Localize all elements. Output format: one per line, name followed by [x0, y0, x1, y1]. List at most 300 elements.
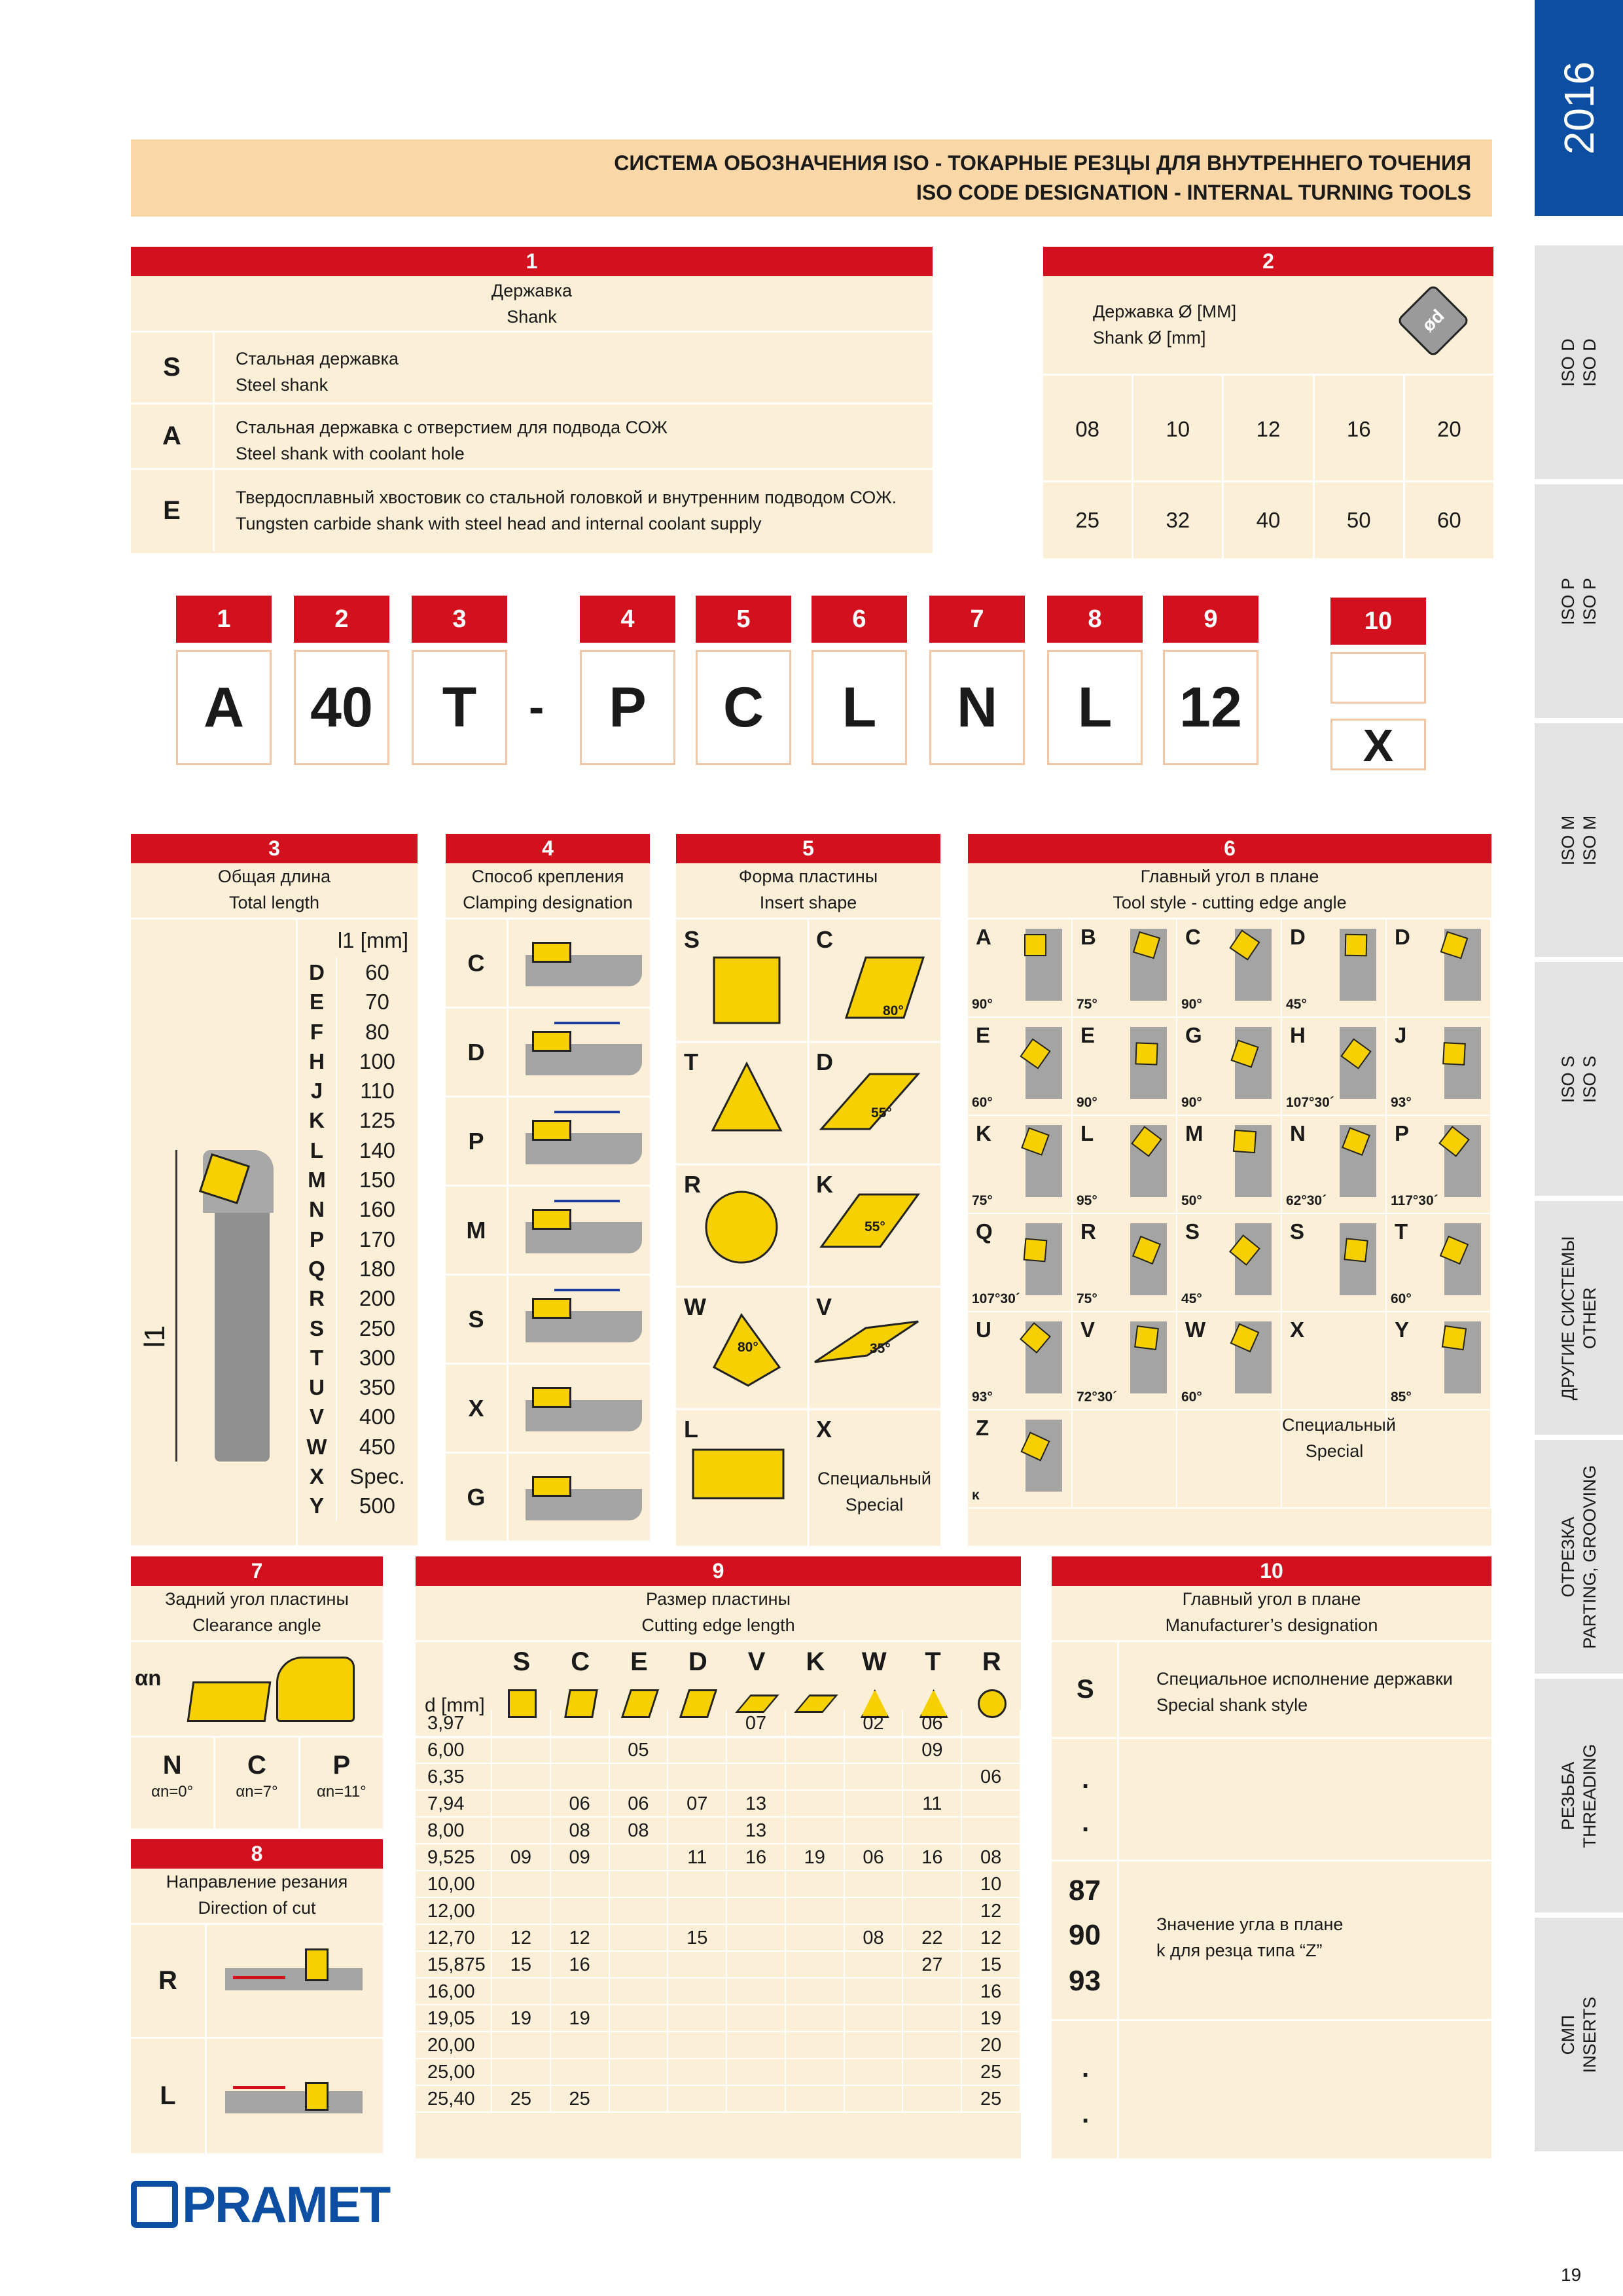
- edge-length-cell: [962, 1710, 1021, 1736]
- edge-length-cell: [610, 1871, 669, 1897]
- length-row: [298, 1254, 418, 1283]
- code-position-10: 10: [1330, 598, 1426, 645]
- panel-number: 5: [676, 834, 940, 863]
- length-value: 125: [359, 1108, 396, 1133]
- length-value: 170: [359, 1227, 396, 1251]
- edge-length-cell: 12: [962, 1925, 1021, 1950]
- edge-length-cell: [610, 1764, 669, 1789]
- tool-style-angle: 75°: [972, 1193, 993, 1208]
- edge-length-cell: [845, 1871, 904, 1897]
- tool-style-cell: [1387, 1312, 1491, 1410]
- edge-length-cell: 15: [492, 1952, 551, 1977]
- cut-direction-arrow-icon: [233, 1976, 285, 1979]
- panel-shank: [131, 247, 933, 553]
- diameter-cell: 7,94: [416, 1791, 492, 1816]
- length-code: L: [298, 1136, 337, 1165]
- length-row: [298, 987, 418, 1016]
- edge-length-cell: [786, 1764, 845, 1789]
- code-value-6: L: [812, 650, 907, 765]
- length-row: [298, 1462, 418, 1491]
- code-value-9: 12: [1163, 650, 1258, 765]
- length-code: T: [298, 1343, 337, 1372]
- diameter-cell: 9,525: [416, 1844, 492, 1870]
- edge-length-cell: [668, 1871, 727, 1897]
- tool-style-code: H: [1290, 1023, 1306, 1047]
- tool-style-cell: [968, 1312, 1073, 1410]
- diameter-cell: 25,00: [416, 2059, 492, 2085]
- edge-length-cell: [845, 1764, 904, 1789]
- edge-length-cell: [551, 1737, 610, 1763]
- edge-length-cell: [962, 1791, 1021, 1816]
- tool-style-cell: [1387, 1018, 1491, 1116]
- edge-length-cell: 25: [551, 2086, 610, 2111]
- clamping-diagram-icon: [508, 1365, 650, 1452]
- code-position-5: 5: [696, 596, 791, 643]
- tool-style-code: S: [1185, 1219, 1200, 1244]
- edge-length-cell: [551, 2032, 610, 2058]
- side-tab-label: РЕЗЬБА THREADING: [1558, 1743, 1599, 1848]
- length-code: X: [298, 1462, 337, 1491]
- left-hand-tool-icon: [207, 2039, 383, 2153]
- length-value: 400: [359, 1405, 396, 1429]
- length-code: F: [298, 1017, 337, 1047]
- clamping-row: [446, 1187, 650, 1276]
- rhombic-35-insert-icon: [815, 1321, 918, 1362]
- code-position-9: 9: [1163, 596, 1258, 643]
- tool-style-code: M: [1185, 1121, 1204, 1145]
- side-tab-label: ISO M ISO M: [1558, 815, 1599, 865]
- diameter-cell: 3,97: [416, 1710, 492, 1736]
- tool-style-cell: [1073, 1018, 1177, 1116]
- edge-length-cell: [727, 1925, 786, 1950]
- edge-length-cell: [903, 1871, 962, 1897]
- code-value-4: P: [580, 650, 675, 765]
- table-row: [416, 2005, 1021, 2032]
- edge-length-cell: [903, 1818, 962, 1843]
- tool-style-code: D: [1290, 925, 1306, 949]
- clamping-row: [446, 1009, 650, 1098]
- clamping-row: [446, 920, 650, 1009]
- tool-style-code: G: [1185, 1023, 1202, 1047]
- length-value: Spec.: [349, 1464, 405, 1489]
- edge-length-cell: 27: [903, 1952, 962, 1977]
- length-row: [298, 1283, 418, 1313]
- panel-direction-of-cut: 8 Направление резания Direction of cut R L: [131, 1839, 383, 2153]
- panel-number: 4: [446, 834, 650, 863]
- tool-style-code: Q: [976, 1219, 993, 1244]
- edge-length-cell: [786, 2086, 845, 2111]
- edge-length-cell: [845, 1952, 904, 1977]
- table-row: [416, 2086, 1021, 2113]
- edge-length-cell: 07: [668, 1791, 727, 1816]
- edge-length-cell: 06: [551, 1791, 610, 1816]
- length-code: Q: [298, 1254, 337, 1283]
- length-value: 250: [359, 1316, 396, 1340]
- edge-length-cell: 16: [727, 1844, 786, 1870]
- edge-length-cell: 08: [551, 1818, 610, 1843]
- insert-icon: [1344, 1238, 1368, 1262]
- insert-shape-code: T: [925, 1647, 941, 1676]
- tool-style-code: E: [976, 1023, 991, 1047]
- tool-style-angle: 85°: [1391, 1390, 1412, 1405]
- edge-length-cell: 02: [845, 1710, 904, 1736]
- clamping-code: D: [446, 1009, 508, 1096]
- length-dimension-line: [175, 1150, 177, 1462]
- panel-clearance-angle: 7 Задний угол пластины Clearance angle αn N αn=0° C αn=7° P αn=11°: [131, 1556, 383, 1829]
- tool-style-cell: [1177, 1018, 1282, 1116]
- edge-length-cell: 08: [845, 1925, 904, 1950]
- tool-style-cell: [1177, 1214, 1282, 1312]
- tool-style-code: J: [1395, 1023, 1407, 1047]
- boring-bar-body: [215, 1200, 270, 1462]
- edge-length-cell: 05: [610, 1737, 669, 1763]
- edge-length-cell: [845, 1791, 904, 1816]
- tool-style-code: N: [1290, 1121, 1306, 1145]
- code-value-7: N: [929, 650, 1025, 765]
- panel-total-length: 3 Общая длина Total length l1 l1 [mm] D 60 E 70 F 80 H 100 J 110 K 125 L 140 M 150 N 160 P 170 Q 180 R 200 S 250 T 300 U 350 V 400 W 450 X Spec. Y 500: [131, 834, 418, 1545]
- tool-style-angle: 90°: [1077, 1095, 1097, 1110]
- length-unit-header: l1 [mm]: [337, 928, 408, 952]
- edge-length-cell: [668, 1764, 727, 1789]
- clearance-angle-insert-icon: [187, 1681, 272, 1722]
- edge-length-cell: [492, 1710, 551, 1736]
- tool-style-cell: [968, 1410, 1073, 1509]
- edge-length-cell: [492, 1979, 551, 2004]
- insert-icon: [1024, 1238, 1048, 1263]
- code-value-1: A: [176, 650, 272, 765]
- code-value-10-empty: [1330, 652, 1426, 704]
- tool-style-angle: 50°: [1181, 1193, 1202, 1208]
- tool-style-angle: κ: [972, 1488, 980, 1503]
- tool-style-code: X: [1290, 1318, 1305, 1342]
- edge-length-cell: 09: [492, 1844, 551, 1870]
- cut-direction-arrow-icon: [233, 2086, 285, 2089]
- clamping-diagram-icon: [508, 1009, 650, 1096]
- tool-style-angle: 90°: [1181, 1095, 1202, 1110]
- clamping-row: [446, 1098, 650, 1187]
- clamping-diagram-icon: [508, 1098, 650, 1185]
- tool-style-code: A: [976, 925, 991, 949]
- edge-length-cell: 25: [962, 2086, 1021, 2111]
- tool-style-cell: [1282, 1214, 1387, 1312]
- panel-number: 3: [131, 834, 418, 863]
- tool-style-empty-cell: [1073, 1410, 1177, 1509]
- edge-length-cell: [668, 2086, 727, 2111]
- edge-length-cell: [551, 1898, 610, 1924]
- edge-length-cell: 11: [903, 1791, 962, 1816]
- table-row: [416, 1818, 1021, 1844]
- year-label: 2016: [1555, 61, 1603, 155]
- side-tab-iso-d[interactable]: [1535, 245, 1623, 484]
- tool-style-code: U: [976, 1318, 991, 1342]
- edge-length-cell: [727, 2032, 786, 2058]
- square-insert-icon: [714, 958, 779, 1023]
- table-row: [416, 1764, 1021, 1791]
- diameter-cell: 16,00: [416, 1979, 492, 2004]
- code-position-2: 2: [294, 596, 389, 643]
- edge-length-cell: 25: [492, 2086, 551, 2111]
- length-code: R: [298, 1283, 337, 1313]
- edge-length-cell: 09: [551, 1844, 610, 1870]
- length-value: 80: [365, 1019, 389, 1044]
- table-row: [416, 1791, 1021, 1818]
- tool-style-code: W: [1185, 1318, 1206, 1342]
- length-code: W: [298, 1432, 337, 1462]
- length-value: 450: [359, 1434, 396, 1459]
- insert-icon: [1134, 1325, 1159, 1350]
- shank-row-a: A Стальная державка с отверстием для подвода СОЖ Steel shank with coolant hole: [131, 404, 933, 470]
- length-row: [298, 1105, 418, 1135]
- tool-style-angle: 107°30´: [1286, 1095, 1334, 1110]
- panel-number: 9: [416, 1556, 1021, 1586]
- edge-length-cell: [786, 1925, 845, 1950]
- diameter-cell: 12,00: [416, 1898, 492, 1924]
- edge-length-cell: [962, 1818, 1021, 1843]
- insert-icon: [1442, 1325, 1467, 1350]
- length-code: D: [298, 958, 337, 987]
- panel-number: 10: [1052, 1556, 1491, 1586]
- edge-length-cell: [786, 1737, 845, 1763]
- edge-length-cell: [492, 1818, 551, 1843]
- edge-length-cell: 20: [962, 2032, 1021, 2058]
- tool-style-code: B: [1080, 925, 1096, 949]
- table-row: [416, 1737, 1021, 1764]
- edge-length-cell: [727, 1979, 786, 2004]
- page-number: 19: [1561, 2265, 1582, 2285]
- edge-length-cell: [727, 2005, 786, 2031]
- edge-length-cell: 19: [786, 1844, 845, 1870]
- clamping-row: [446, 1454, 650, 1543]
- edge-length-cell: [786, 1818, 845, 1843]
- edge-length-cell: [668, 2059, 727, 2085]
- insert-shape-code: E: [630, 1647, 648, 1676]
- tool-style-cell: [1177, 920, 1282, 1018]
- edge-length-cell: [727, 2059, 786, 2085]
- edge-length-cell: 10: [962, 1871, 1021, 1897]
- panel-tool-style: 6 Главный угол в плане Tool style - cutting edge angle A 90° B 75° C 90° D 45° D E 60° E 90° G 90° H 107°30´ J 93° K 75° L 95° M 50° N 62°30´ P 117°30´ Q 107°30´ R 75° S 45° S T 60° U 93° V 72°30´ W 60° X Y 85° Z κ Специальный Special: [968, 834, 1491, 1546]
- edge-length-cell: [786, 1710, 845, 1736]
- edge-length-cell: [786, 2005, 845, 2031]
- edge-length-cell: 19: [551, 2005, 610, 2031]
- tool-style-code: Y: [1395, 1318, 1410, 1342]
- tool-style-angle: 90°: [972, 997, 993, 1012]
- length-value: 180: [359, 1256, 396, 1281]
- insert-shape-code: S: [512, 1647, 531, 1676]
- length-row: [298, 1165, 418, 1194]
- edge-length-cell: [786, 1871, 845, 1897]
- edge-length-cell: [727, 1764, 786, 1789]
- edge-length-cell: [668, 1979, 727, 2004]
- side-tab-parting[interactable]: [1535, 1440, 1623, 1679]
- tool-style-code: S: [1290, 1219, 1305, 1244]
- edge-length-cell: 19: [962, 2005, 1021, 2031]
- insert-shape-code: D: [688, 1647, 707, 1676]
- edge-length-cell: [610, 1844, 669, 1870]
- table-row: [416, 1952, 1021, 1979]
- code-value-5: C: [696, 650, 791, 765]
- tool-style-angle: 93°: [972, 1390, 993, 1405]
- table-row: [416, 2059, 1021, 2086]
- panel-number: 8: [131, 1839, 383, 1869]
- clamping-diagram-icon: [508, 920, 650, 1007]
- edge-length-cell: 22: [903, 1925, 962, 1950]
- tool-style-angle: 75°: [1077, 997, 1097, 1012]
- side-tab-iso-s[interactable]: [1535, 962, 1623, 1201]
- shank-row-s: S Стальная державка Steel shank: [131, 332, 933, 404]
- insert-shape-code: R: [982, 1647, 1001, 1676]
- pramet-logo[interactable]: PRAMET: [131, 2175, 399, 2234]
- tool-style-code: L: [1080, 1121, 1094, 1145]
- code-position-1: 1: [176, 596, 272, 643]
- tool-style-cell: [968, 1018, 1073, 1116]
- tool-style-angle: 95°: [1077, 1193, 1097, 1208]
- edge-length-cell: [727, 1871, 786, 1897]
- clamping-row: [446, 1365, 650, 1454]
- clamping-code: C: [446, 920, 508, 1007]
- tool-style-angle: 60°: [1181, 1390, 1202, 1405]
- edge-length-cell: [551, 1710, 610, 1736]
- edge-length-cell: [903, 1898, 962, 1924]
- edge-length-cell: 13: [727, 1791, 786, 1816]
- tool-style-code: V: [1080, 1318, 1096, 1342]
- clamping-diagram-icon: [508, 1187, 650, 1274]
- length-code: S: [298, 1314, 337, 1343]
- panel-cutting-edge-length: 9 Размер пластины Cutting edge length d [mm] S C E D V K W T R: [416, 1556, 1021, 2159]
- edge-length-cell: 06: [903, 1710, 962, 1736]
- edge-length-cell: [845, 2086, 904, 2111]
- length-row: [298, 1076, 418, 1105]
- shank-diameter-icon: ød: [1396, 283, 1470, 357]
- tool-style-angle: 62°30´: [1286, 1193, 1327, 1208]
- length-value: 140: [359, 1138, 396, 1162]
- insert-shape-code: V: [747, 1647, 766, 1676]
- side-tab-iso-m[interactable]: [1535, 723, 1623, 962]
- panel-title-en: Shank: [507, 307, 557, 327]
- tool-style-cell: [968, 920, 1073, 1018]
- length-row: [298, 1432, 418, 1462]
- side-tab-threading[interactable]: [1535, 1679, 1623, 1918]
- title-banner: [131, 139, 1492, 217]
- edge-length-cell: 15: [668, 1925, 727, 1950]
- tool-style-angle: 117°30´: [1391, 1193, 1438, 1208]
- edge-length-cell: [786, 1898, 845, 1924]
- rhombic-55-d-insert-icon: [821, 1074, 918, 1129]
- code-position-8: 8: [1047, 596, 1143, 643]
- triangle-insert-icon: [713, 1064, 781, 1130]
- edge-length-cell: [903, 1764, 962, 1789]
- tool-style-angle: 72°30´: [1077, 1390, 1118, 1405]
- edge-length-cell: [492, 1764, 551, 1789]
- side-tab-label: ISO P ISO P: [1558, 577, 1599, 625]
- table-row: [416, 1979, 1021, 2005]
- edge-length-cell: [668, 1710, 727, 1736]
- diameter-cell: 10,00: [416, 1871, 492, 1897]
- panel-title-ru: Державка: [491, 281, 573, 300]
- edge-length-cell: 12: [551, 1925, 610, 1950]
- edge-length-cell: [845, 1737, 904, 1763]
- clamping-code: X: [446, 1365, 508, 1452]
- round-insert-icon: [706, 1192, 777, 1263]
- edge-length-cell: 19: [492, 2005, 551, 2031]
- edge-length-cell: [668, 2005, 727, 2031]
- clamping-diagram-icon: [508, 1454, 650, 1541]
- tool-style-code: Z: [976, 1416, 990, 1440]
- length-value: 70: [365, 990, 389, 1014]
- side-tab-label: ISO S ISO S: [1558, 1055, 1599, 1103]
- length-row: [298, 1047, 418, 1076]
- side-tab-label: ISO D ISO D: [1558, 338, 1599, 387]
- side-tab-inserts[interactable]: [1535, 1918, 1623, 2157]
- edge-length-cell: [492, 1898, 551, 1924]
- diameter-label: d [mm]: [425, 1695, 485, 1716]
- pramet-logo-icon: [131, 2181, 178, 2228]
- length-row: [298, 1314, 418, 1343]
- length-code: J: [298, 1076, 337, 1105]
- tool-style-cell: [968, 1116, 1073, 1214]
- edge-length-cell: [727, 1952, 786, 1977]
- length-row: [298, 1194, 418, 1224]
- tool-style-code: P: [1395, 1121, 1410, 1145]
- edge-length-cell: [845, 2032, 904, 2058]
- length-row: [298, 1372, 418, 1402]
- side-tab-label: СМП INSERTS: [1558, 1996, 1599, 2073]
- tool-style-code: K: [976, 1121, 991, 1145]
- length-value: 150: [359, 1168, 396, 1193]
- panel-shank-diameter: 2 Державка Ø [MM] Shank Ø [mm] ød 08 10 12 16 20 25 32 40 50 60: [1043, 247, 1493, 558]
- side-tab-iso-p[interactable]: [1535, 484, 1623, 723]
- edge-length-cell: 16: [903, 1844, 962, 1870]
- tool-style-angle: 90°: [1181, 997, 1202, 1012]
- edge-length-cell: [551, 1871, 610, 1897]
- year-tab[interactable]: [1535, 0, 1623, 216]
- edge-length-cell: [727, 1737, 786, 1763]
- clamping-diagram-icon: [508, 1276, 650, 1363]
- edge-length-cell: [668, 1818, 727, 1843]
- edge-length-cell: [845, 1818, 904, 1843]
- code-position-4: 4: [580, 596, 675, 643]
- tool-style-angle: 60°: [972, 1095, 993, 1110]
- side-tab-other[interactable]: [1535, 1201, 1623, 1440]
- length-value: 160: [359, 1197, 396, 1222]
- length-value: 60: [365, 960, 389, 984]
- rectangle-insert-icon: [693, 1450, 783, 1498]
- edge-length-cell: [610, 2032, 669, 2058]
- edge-length-cell: 07: [727, 1710, 786, 1736]
- tool-style-cell: [1282, 920, 1387, 1018]
- edge-length-cell: [786, 1979, 845, 2004]
- edge-length-cell: [492, 1791, 551, 1816]
- tool-style-code: C: [1185, 925, 1201, 949]
- edge-length-cell: [845, 1898, 904, 1924]
- edge-length-cell: [903, 2086, 962, 2111]
- edge-length-cell: [492, 1871, 551, 1897]
- title-ru: СИСТЕМА ОБОЗНАЧЕНИЯ ISO - ТОКАРНЫЕ РЕЗЦЫ ДЛЯ ВНУТРЕННЕГО ТОЧЕНИЯ: [614, 151, 1471, 175]
- insert-icon: [1024, 934, 1046, 956]
- table-row: [416, 1844, 1021, 1871]
- panel-number: 2: [1043, 247, 1493, 276]
- clamping-code: M: [446, 1187, 508, 1274]
- insert-icon: [1233, 1130, 1257, 1153]
- edge-length-cell: [610, 1898, 669, 1924]
- code-value-10: X: [1330, 719, 1426, 770]
- length-row: [298, 1402, 418, 1431]
- diameter-cell: 8,00: [416, 1818, 492, 1843]
- tool-style-code: E: [1080, 1023, 1096, 1047]
- panel-number: 6: [968, 834, 1491, 863]
- edge-length-cell: [551, 1979, 610, 2004]
- tool-style-cell: [1073, 1214, 1177, 1312]
- edge-length-cell: 12: [492, 1925, 551, 1950]
